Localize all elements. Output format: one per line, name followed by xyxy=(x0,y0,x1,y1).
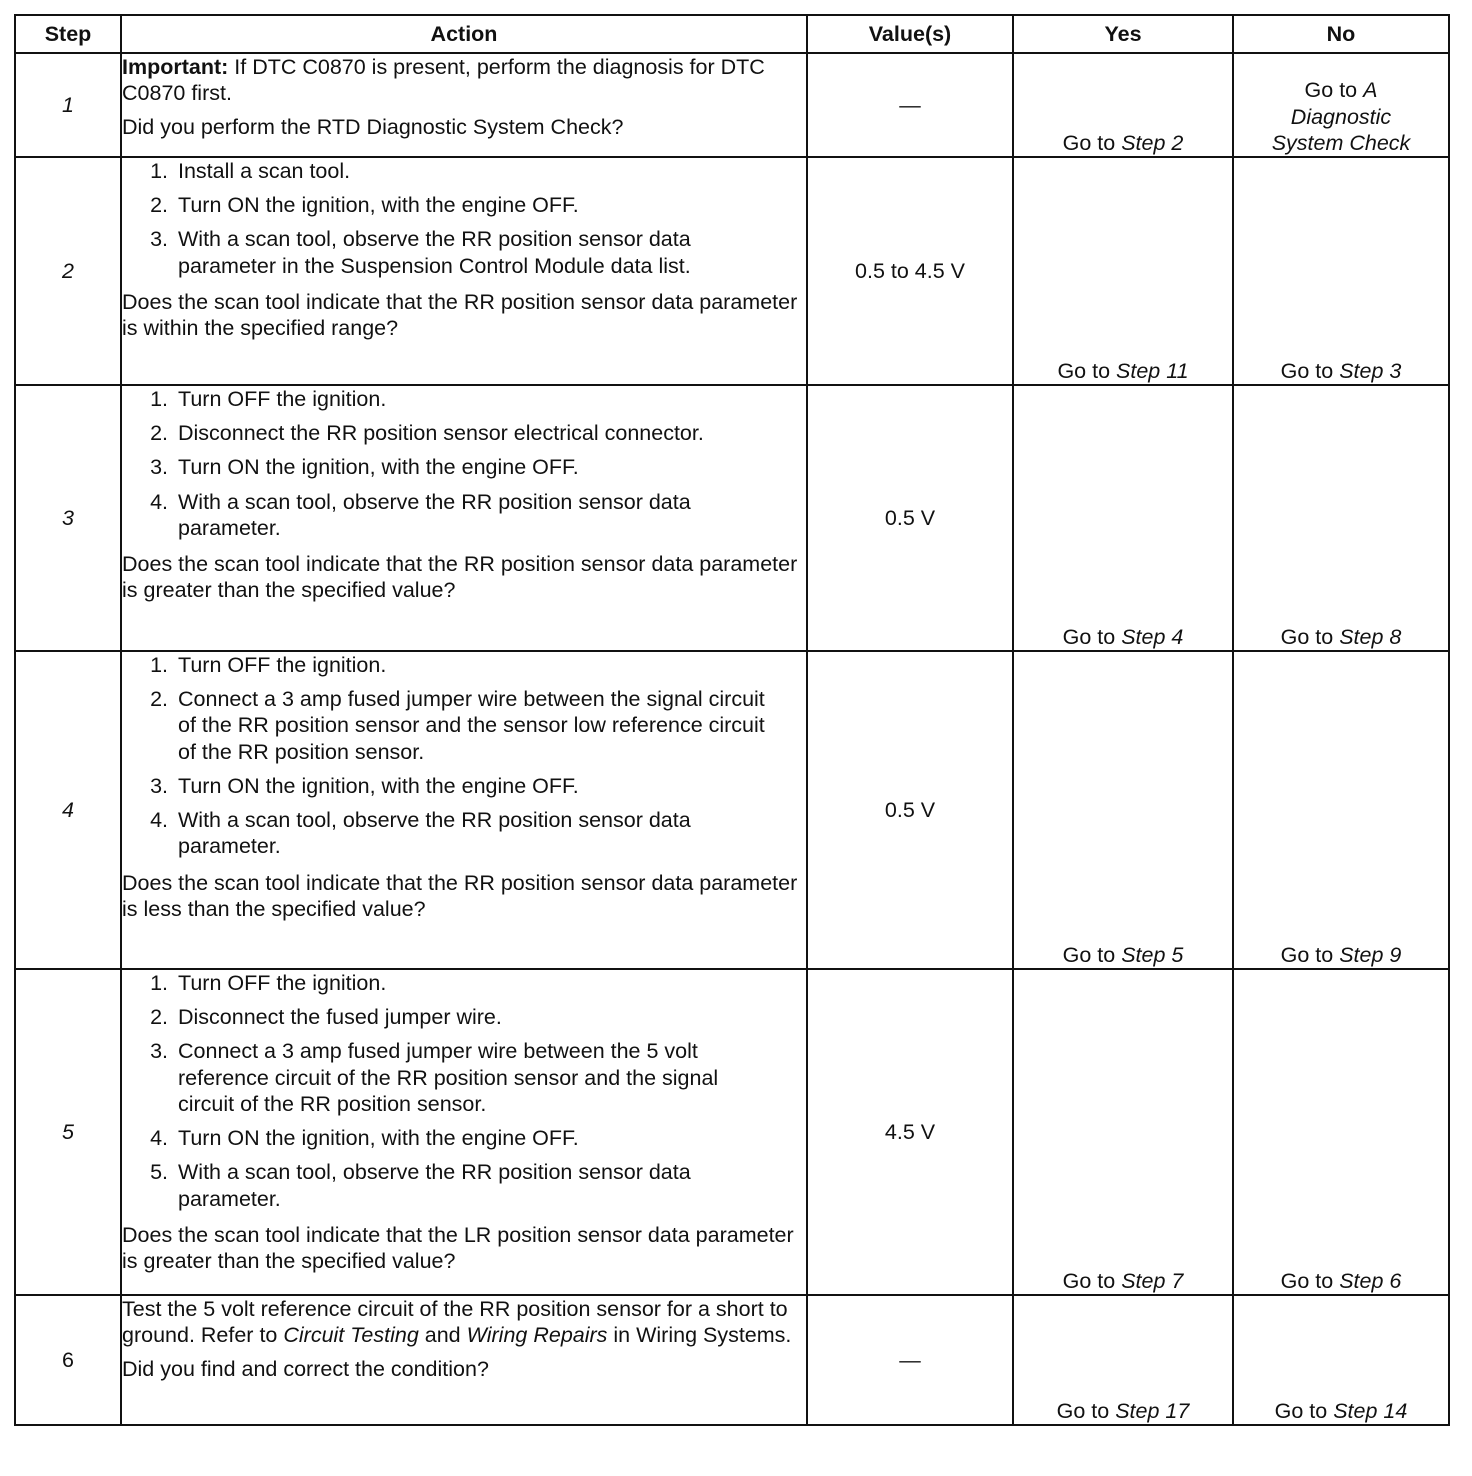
important-text: If DTC C0870 is present, perform the diagnosis for DTC C0870 first. xyxy=(122,55,765,106)
yes-cell[interactable] xyxy=(1013,157,1233,385)
header-step: Step xyxy=(15,15,121,53)
header-row xyxy=(15,15,1449,53)
no-link-2[interactable]: Diagnostic xyxy=(1290,104,1392,129)
table-row xyxy=(15,53,1449,157)
yes-prefix: Go to xyxy=(1062,942,1122,967)
substep: 4. Turn ON the ignition, with the engine OFF. xyxy=(150,1126,579,1151)
substep: 2. Disconnect the RR position sensor electrical connector. xyxy=(150,421,704,446)
yes-link[interactable]: Step 2 xyxy=(1121,130,1184,155)
substep: 4. With a scan tool, observe the RR position sensor data parameter. xyxy=(150,489,691,540)
yes-prefix: Go to xyxy=(1056,1398,1116,1423)
action-cell xyxy=(121,385,807,651)
no-cell[interactable] xyxy=(1233,157,1449,385)
yes-prefix: Go to xyxy=(1057,358,1117,383)
step-number: 3 xyxy=(15,385,121,651)
no-cell[interactable] xyxy=(1233,1295,1449,1425)
no-link[interactable]: Step 3 xyxy=(1339,358,1402,383)
value-cell: — xyxy=(807,53,1013,157)
action-cell xyxy=(121,1295,807,1425)
substep-list xyxy=(122,652,806,860)
step-number: 4 xyxy=(15,651,121,969)
substep-list xyxy=(122,386,806,541)
yes-link[interactable]: Step 4 xyxy=(1121,624,1184,649)
substep: 5. With a scan tool, observe the RR position sensor data parameter. xyxy=(150,1160,691,1211)
action-cell xyxy=(121,969,807,1295)
header-values: Value(s) xyxy=(807,15,1013,53)
header-no: No xyxy=(1233,15,1449,53)
substep: 1. Install a scan tool. xyxy=(150,159,351,183)
yes-cell[interactable] xyxy=(1013,385,1233,651)
important-note xyxy=(122,54,806,106)
table-row xyxy=(15,1295,1449,1425)
question: Does the scan tool indicate that the RR position sensor data parameter is greater than the specified value? xyxy=(122,552,798,603)
no-prefix: Go to xyxy=(1280,624,1340,649)
step-number: 6 xyxy=(15,1295,121,1425)
yes-prefix: Go to xyxy=(1062,130,1122,155)
substep: 4. With a scan tool, observe the RR position sensor data parameter. xyxy=(150,808,691,859)
table-row xyxy=(15,157,1449,385)
substep: 2. Turn ON the ignition, with the engine OFF. xyxy=(150,193,579,218)
substep: 3. Turn ON the ignition, with the engine OFF. xyxy=(150,455,579,480)
substep-list xyxy=(122,970,806,1212)
header-yes: Yes xyxy=(1013,15,1233,53)
no-line-2 xyxy=(1234,104,1448,130)
no-prefix: Go to xyxy=(1274,1398,1334,1423)
substep: 1. Turn OFF the ignition. xyxy=(150,971,387,995)
no-line-1 xyxy=(1234,77,1448,103)
no-link[interactable]: A xyxy=(1363,78,1378,103)
no-prefix: Go to xyxy=(1280,1268,1340,1293)
no-link[interactable]: Step 14 xyxy=(1333,1398,1408,1423)
value-cell: — xyxy=(807,1295,1013,1425)
value-cell: 0.5 V xyxy=(807,385,1013,651)
no-link[interactable]: Step 8 xyxy=(1339,624,1402,649)
value-cell: 4.5 V xyxy=(807,969,1013,1295)
yes-link[interactable]: Step 17 xyxy=(1115,1398,1190,1423)
substep: 3. With a scan tool, observe the RR position sensor data parameter in the Suspension Control Module data list. xyxy=(150,227,691,278)
no-cell[interactable] xyxy=(1233,385,1449,651)
substep-list xyxy=(122,158,806,279)
table-row xyxy=(15,385,1449,651)
question: Does the scan tool indicate that the LR position sensor data parameter is greater than the specified value? xyxy=(122,1222,794,1273)
question: Does the scan tool indicate that the RR position sensor data parameter is within the specified range? xyxy=(122,289,798,341)
value-cell: 0.5 to 4.5 V xyxy=(807,157,1013,385)
no-prefix: Go to xyxy=(1304,78,1364,103)
no-line-3 xyxy=(1234,130,1448,156)
yes-link[interactable]: Step 5 xyxy=(1121,942,1184,967)
circuit-testing-link[interactable]: Circuit Testing xyxy=(283,1323,419,1348)
diagnostic-table xyxy=(14,14,1450,1426)
question: Does the scan tool indicate that the RR position sensor data parameter is less than the specified value? xyxy=(122,870,798,921)
yes-cell[interactable] xyxy=(1013,53,1233,157)
step-number: 1 xyxy=(15,53,121,157)
yes-prefix: Go to xyxy=(1062,624,1122,649)
step-number: 5 xyxy=(15,969,121,1295)
no-cell[interactable] xyxy=(1233,969,1449,1295)
value-cell: 0.5 V xyxy=(807,651,1013,969)
no-link[interactable]: Step 6 xyxy=(1339,1268,1402,1293)
test-instruction: Test the 5 volt reference circuit of the RR position sensor for a short to ground. Refer to Circuit Testing and Wiring Repairs in Wiring Systems. xyxy=(122,1297,792,1348)
table-row xyxy=(15,651,1449,969)
action-cell xyxy=(121,157,807,385)
substep: 3. Connect a 3 amp fused jumper wire between the 5 volt reference circuit of the RR position sensor and the signal circuit of the RR position sensor. xyxy=(150,1039,719,1116)
substep: 1. Turn OFF the ignition. xyxy=(150,653,387,677)
yes-cell[interactable] xyxy=(1013,651,1233,969)
table-row xyxy=(15,969,1449,1295)
substep: 2. Connect a 3 amp fused jumper wire between the signal circuit of the RR position sensor and the sensor low reference circuit of the RR position sensor. xyxy=(150,687,765,764)
yes-prefix: Go to xyxy=(1062,1268,1122,1293)
no-cell[interactable] xyxy=(1233,651,1449,969)
action-cell xyxy=(121,651,807,969)
no-link-3[interactable]: System Check xyxy=(1271,130,1411,155)
question: Did you perform the RTD Diagnostic System Check? xyxy=(122,115,624,140)
yes-link[interactable]: Step 7 xyxy=(1121,1268,1184,1293)
header-action: Action xyxy=(121,15,807,53)
question: Did you find and correct the condition? xyxy=(122,1357,489,1382)
important-label: Important: xyxy=(122,55,229,79)
no-prefix: Go to xyxy=(1280,358,1340,383)
yes-cell[interactable] xyxy=(1013,1295,1233,1425)
substep: 1. Turn OFF the ignition. xyxy=(150,387,387,411)
no-link[interactable]: Step 9 xyxy=(1339,942,1402,967)
wiring-repairs-link[interactable]: Wiring Repairs xyxy=(466,1323,608,1348)
yes-cell[interactable] xyxy=(1013,969,1233,1295)
substep: 3. Turn ON the ignition, with the engine OFF. xyxy=(150,773,579,798)
substep: 2. Disconnect the fused jumper wire. xyxy=(150,1005,502,1030)
action-cell xyxy=(121,53,807,157)
no-cell[interactable] xyxy=(1233,53,1449,157)
step-number: 2 xyxy=(15,157,121,385)
yes-link[interactable]: Step 11 xyxy=(1116,358,1189,383)
no-prefix: Go to xyxy=(1280,942,1340,967)
